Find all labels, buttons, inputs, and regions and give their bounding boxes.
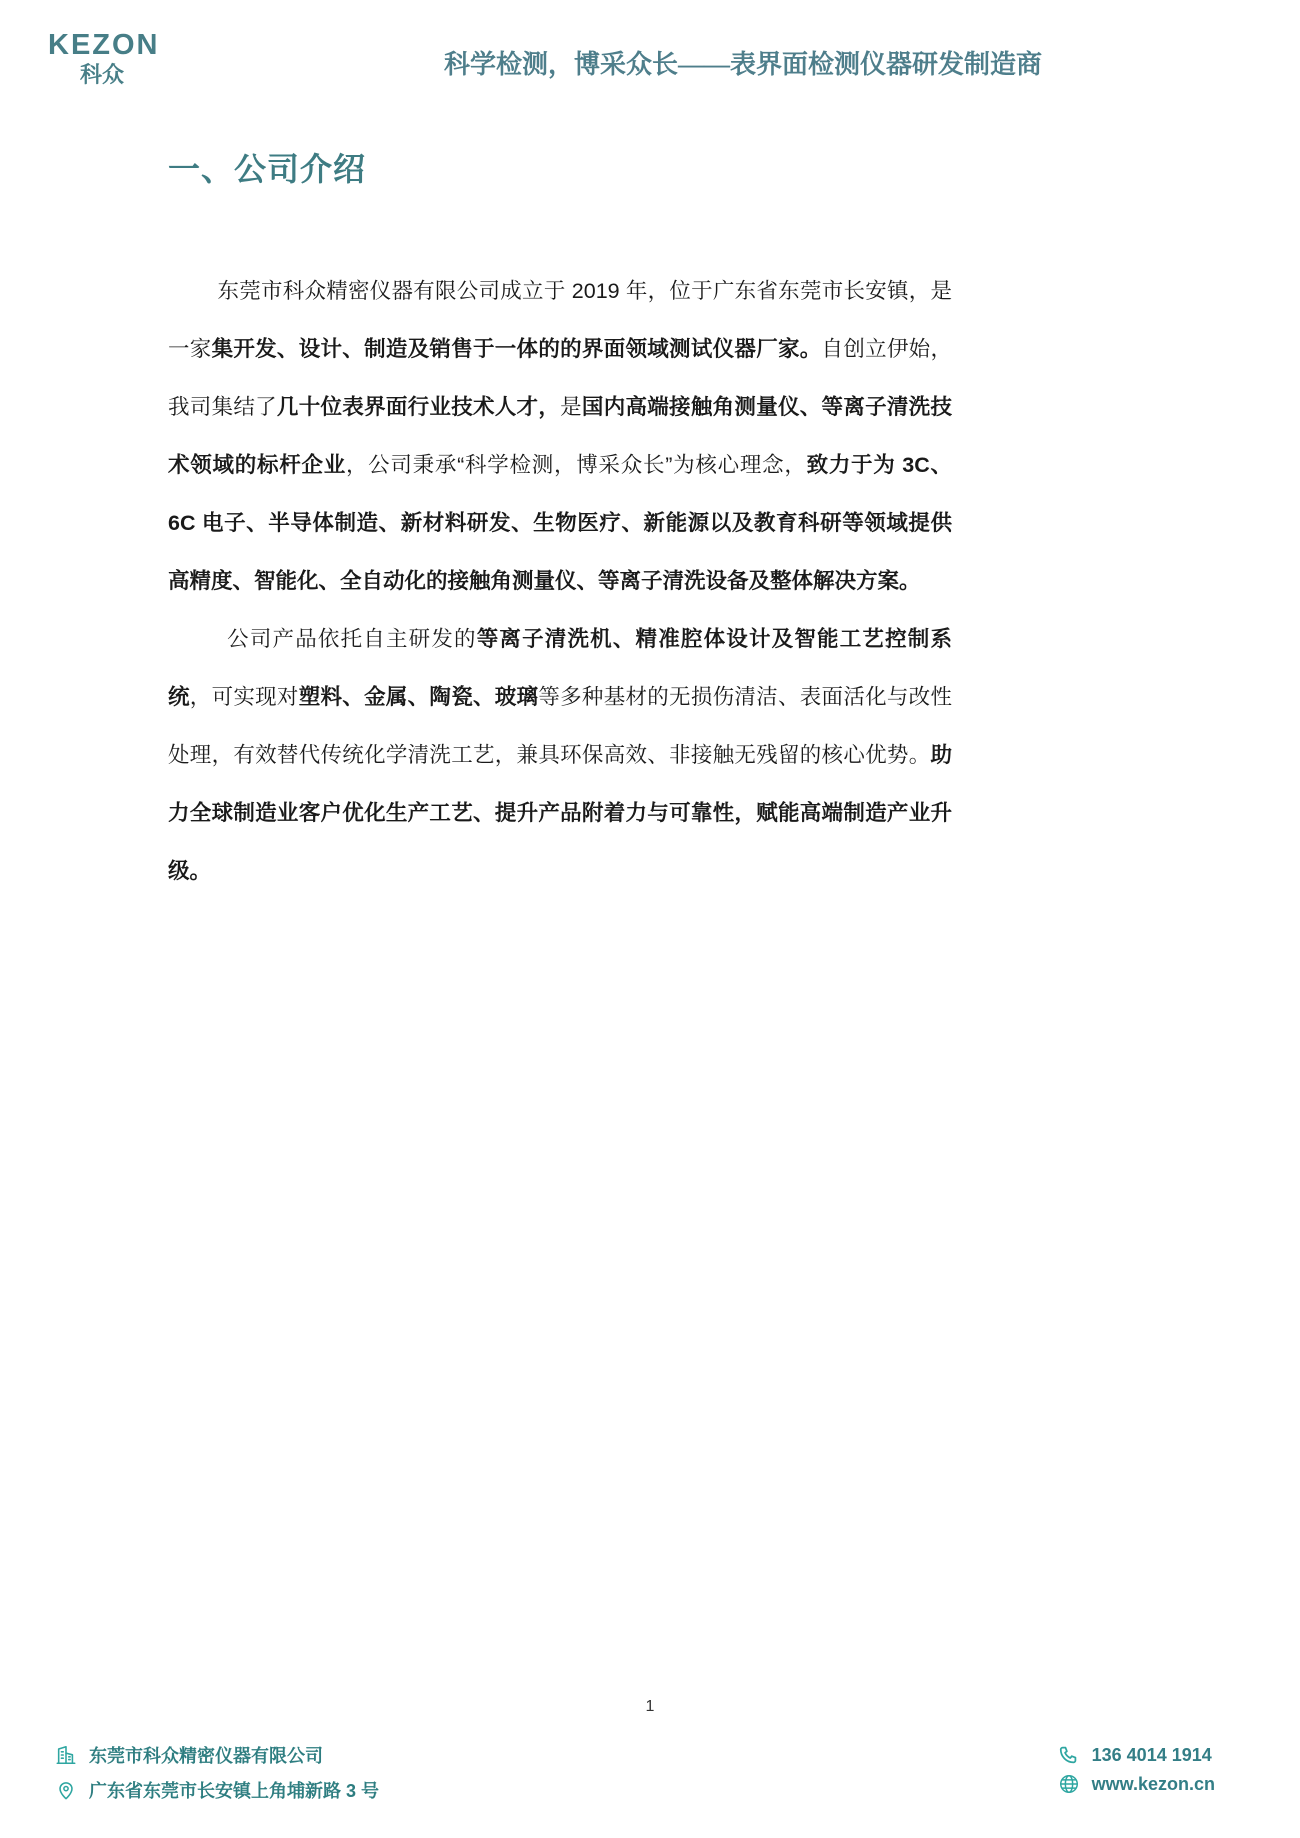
footer-address-row — [55, 1777, 379, 1803]
kezon-logo — [48, 29, 160, 88]
location-pin-icon — [55, 1779, 77, 1801]
footer-company-row — [55, 1742, 379, 1768]
logo-wordmark: KEZON — [48, 29, 160, 61]
header-slogan: 科学检测，博采众长——表界面检测仪器研发制造商 — [443, 50, 1042, 79]
footer-left — [55, 1742, 379, 1803]
logo-chinese-name: 科众 — [79, 61, 124, 87]
footer-company-name: 东莞市科众精密仪器有限公司 — [89, 1746, 323, 1766]
globe-icon — [1058, 1773, 1080, 1795]
body-text — [168, 262, 952, 900]
footer-phone-row — [1058, 1744, 1215, 1766]
footer-website: www.kezon.cn — [1091, 1773, 1215, 1794]
phone-icon — [1058, 1744, 1080, 1766]
footer-phone: 136 4014 1914 — [1091, 1744, 1212, 1765]
footer-website-row — [1058, 1773, 1215, 1795]
footer-right — [1058, 1744, 1215, 1795]
building-icon — [55, 1744, 77, 1766]
paragraph-product-intro: 公司产品依托自主研发的等离子清洗机、精准腔体设计及智能工艺控制系统，可实现对塑料、金属、陶瓷、玻璃等多种基材的无损伤清洁、表面活化与改性处理，有效替代传统化学清洗工艺，兼具环保高效、非接触无残留的核心优势。助力全球制造业客户优化生产工艺、提升产品附着力与可靠性，赋能高端制造产业升级。 — [168, 627, 952, 883]
paragraph-company-intro: 东莞市科众精密仪器有限公司成立于 2019 年，位于广东省东莞市长安镇，是一家集开发、设计、制造及销售于一体的的界面领域测试仪器厂家。自创立伊始，我司集结了几十位表界面行业技术人才，是国内高端接触角测量仪、等离子清洗技术领域的标杆企业，公司秉承“科学检测，博采众长”为核心理念，致力于为 3C、6C 电子、半导体制造、新材料研发、生物医疗、新能源以及教育科研等领域提供高精度、智能化、全自动化的接触角测量仪、等离子清洗设备及整体解决方案。 — [168, 279, 952, 593]
section-title: 一、公司介绍 — [168, 151, 367, 187]
footer-address: 广东省东莞市长安镇上角埔新路 3 号 — [89, 1781, 380, 1801]
page-number: 1 — [645, 1698, 655, 1715]
